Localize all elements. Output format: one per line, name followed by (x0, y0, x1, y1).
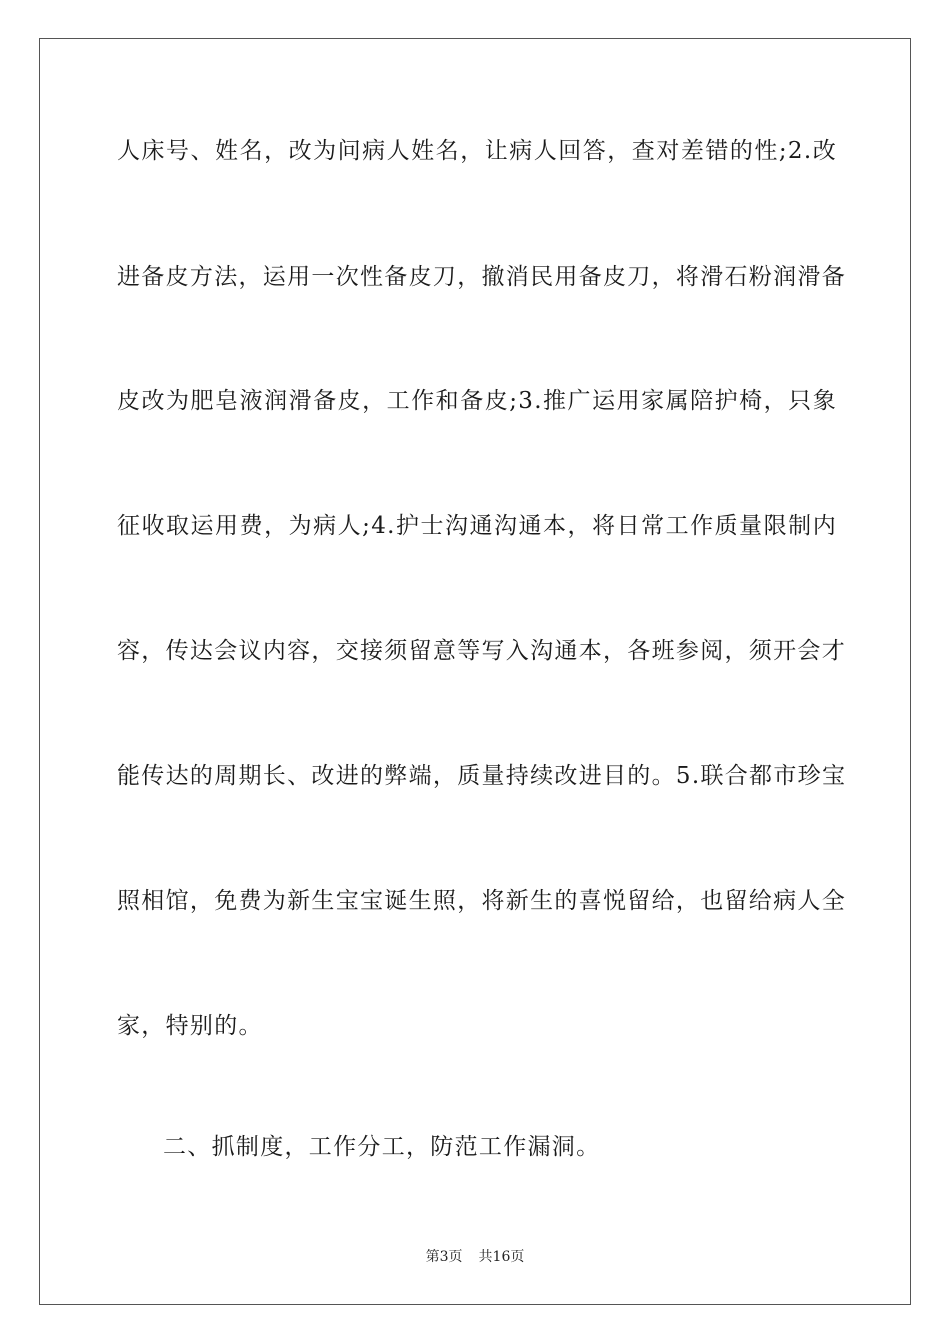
page-footer (0, 1248, 950, 1266)
page-number: 第3页 (425, 1249, 463, 1265)
paragraph-line-7: 照相馆，免费为新生宝宝诞生照，将新生的喜悦留给，也留给病人全 (117, 888, 846, 914)
paragraph-line-3: 皮改为肥皂液润滑备皮，工作和备皮;3.推广运用家属陪护椅，只象 (117, 388, 837, 414)
paragraph-line-5: 容，传达会议内容，交接须留意等写入沟通本，各班参阅，须开会才 (117, 638, 846, 664)
section-heading: 二、抓制度，工作分工，防范工作漏洞。 (163, 1134, 601, 1160)
paragraph-line-1: 人床号、姓名，改为问病人姓名，让病人回答，查对差错的性;2.改 (117, 138, 837, 164)
paragraph-line-4: 征收取运用费，为病人;4.护士沟通沟通本，将日常工作质量限制内 (117, 513, 837, 539)
page-border (39, 38, 911, 1305)
paragraph-line-8: 家，特别的。 (117, 1013, 263, 1039)
page-total: 共16页 (478, 1249, 525, 1265)
paragraph-line-6: 能传达的周期长、改进的弊端，质量持续改进目的。5.联合都市珍宝 (117, 763, 847, 789)
paragraph-line-2: 进备皮方法，运用一次性备皮刀，撤消民用备皮刀，将滑石粉润滑备 (117, 264, 846, 290)
